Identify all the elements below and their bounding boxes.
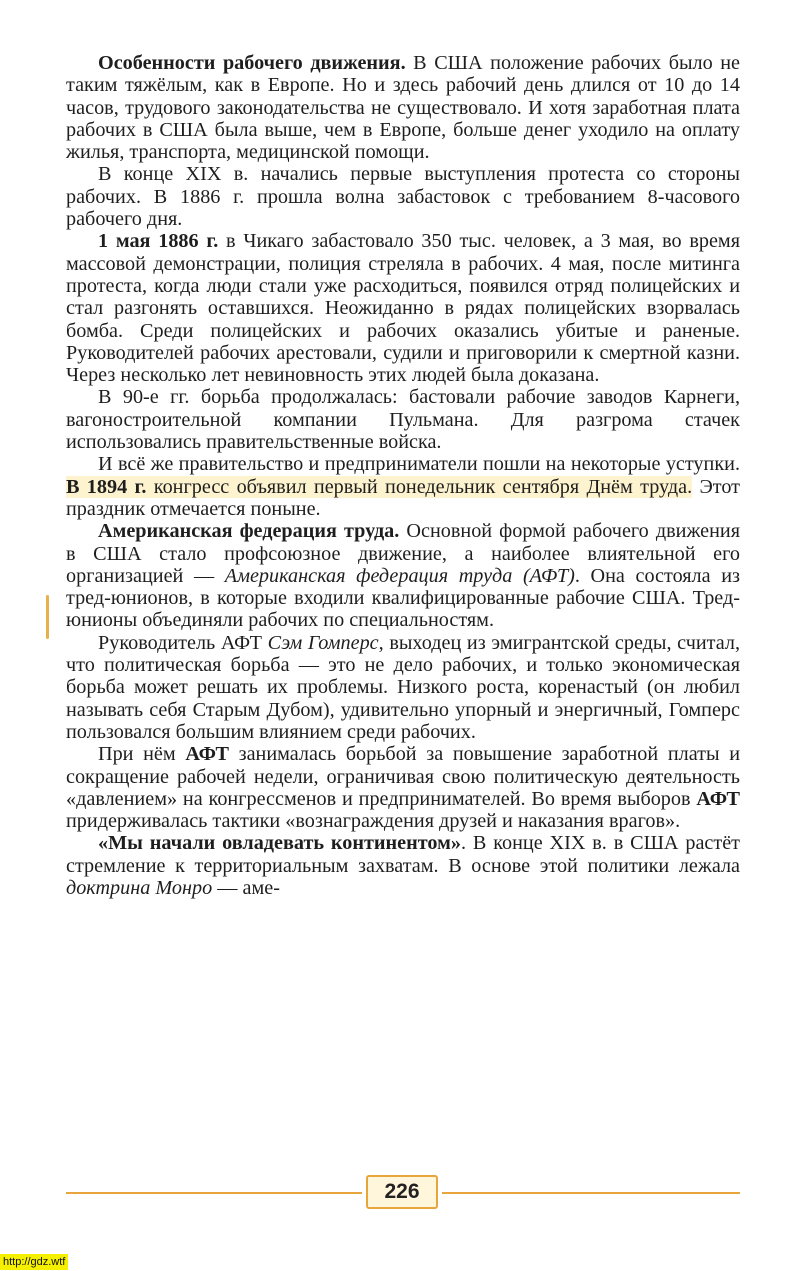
highlighted-date: В 1894 г.	[66, 475, 147, 498]
section-heading: Особенности рабочего движения.	[98, 52, 406, 74]
paragraph-text: . В конце XIX в. в США растёт стремление к территориальным захватам. В основе этой политики лежала	[66, 832, 740, 877]
watermark-link[interactable]: http://gdz.wtf	[0, 1254, 68, 1270]
paragraph-text: И всё же правительство и предприниматели пошли на некоторые уступки.	[98, 453, 740, 476]
term-bold: АФТ	[696, 787, 740, 810]
paragraph	[66, 632, 740, 743]
section-heading: Американская федерация труда.	[98, 520, 400, 543]
paragraph	[66, 163, 740, 230]
paragraph	[66, 832, 740, 899]
paragraph	[66, 52, 740, 163]
paragraph-text: В США положение рабочих было не таким тяжёлым, как в Европе. Но и здесь рабочий день длился от 10 до 14 часов, трудового законодательства не существовало. И хотя заработная плата рабочих в США была выше, чем в Европе, больше денег уходило на оплату жилья, транспорта, медицинской помощи.	[66, 52, 741, 164]
paragraph-text: Руководитель АФТ	[98, 631, 268, 654]
paragraph-text: придерживалась тактики «вознаграждения друзей и наказания врагов».	[66, 810, 681, 833]
highlighted-text: конгресс объявил первый понедельник сентября Днём труда.	[146, 475, 693, 498]
paragraph-text: . Она состояла из тред-юнионов, в которые входили квалифицированные рабочие США. Тред-юнионы объединяли рабочих по специальностям.	[66, 564, 740, 632]
paragraph-text: , выходец из эмигрантской среды, считал, что политическая борьба — это не дело рабочих, и только экономическая борьба может решать их проблемы. Низкого роста, коренастый (он любил называть себя Старым Дубом), удивительно упорный и энергичный, Гомперс пользовался большим влиянием среди рабочих.	[66, 631, 740, 743]
footer-rule-left	[66, 1192, 362, 1194]
person-name: Сэм Гомперс	[267, 631, 379, 654]
paragraph	[66, 386, 740, 453]
paragraph	[66, 743, 740, 832]
section-heading: «Мы начали овладевать континентом»	[98, 832, 461, 855]
paragraph-text: При нём	[98, 743, 186, 766]
page-number: 226	[366, 1175, 438, 1209]
term-bold: АФТ	[185, 743, 229, 766]
term: Американская федерация труда (АФТ)	[224, 564, 575, 587]
paragraph-text: Основной формой рабочего движения в США стало профсоюзное движение, а наиболее влиятельной его организацией —	[66, 520, 741, 587]
paragraph	[66, 520, 740, 631]
paragraph-text: занималась борьбой за повышение заработной платы и сокращение рабочей недели, ограничивая свою политическую деятельность «давлением» на конгрессменов и предпринимателей. Во время выборов	[66, 743, 740, 810]
page-text	[66, 52, 740, 899]
paragraph-text: — аме-	[212, 876, 280, 899]
paragraph	[66, 230, 740, 386]
paragraph-text: В 90-е гг. борьба продолжалась: бастовали рабочие заводов Карнеги, вагоностроительной компании Пульмана. Для разгрома стачек использовались правительственные войска.	[66, 386, 740, 454]
highlight-margin-bar	[46, 595, 49, 639]
paragraph	[66, 453, 740, 520]
term: доктрина Монро	[66, 876, 213, 899]
paragraph-text: в Чикаго забастовало 350 тыс. человек, а 3 мая, во время массовой демонстрации, полиция стреляла в рабочих. 4 мая, после митинга протеста, когда люди стали уже расходиться, появился отряд полицейских и стал разгонять оставшихся. Неожиданно в рядах полицейских взорвалась бомба. Среди полицейских и рабочих оказались убитые и раненые. Руководителей рабочих арестовали, судили и приговорили к смертной казни. Через несколько лет невиновность этих людей была доказана.	[66, 230, 740, 387]
page-footer	[66, 1175, 740, 1211]
footer-rule-right	[442, 1192, 740, 1194]
paragraph-text: Этот праздник отмечается поныне.	[66, 475, 740, 520]
date-heading: 1 мая 1886 г.	[98, 230, 219, 253]
paragraph-text: В конце XIX в. начались первые выступления протеста со стороны рабочих. В 1886 г. прошла волна забастовок с требованием 8-часового рабочего дня.	[66, 163, 740, 231]
